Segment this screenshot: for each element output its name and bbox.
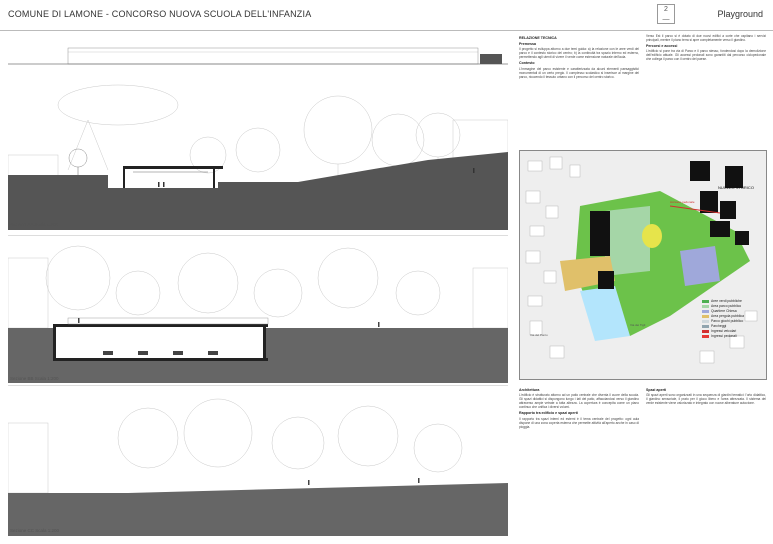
tab-playground[interactable]: Playground	[717, 9, 763, 19]
site-map	[519, 150, 767, 380]
legend-label: Parcheggi	[711, 324, 727, 328]
section-divider	[8, 385, 508, 386]
map-label-access: Accesso pedonale	[670, 200, 695, 204]
section-bb-label: Sezione BB Scala 1:200	[10, 376, 59, 381]
legend-label: Aree verdi pubbliche	[711, 299, 742, 303]
section-aa	[8, 80, 508, 230]
legend-label: Area parco pubblico	[711, 304, 742, 308]
percorsi-title: Percorsi e accessi	[646, 44, 678, 49]
page-title: COMUNE DI LAMONE - CONCORSO NUOVA SCUOLA DELL'INFANZIA	[8, 9, 312, 19]
premessa-text: Il progetto si sviluppa attorno a due temi guida: a) la relazione con le aree verdi del parco e il contesto storico del centro; b) la continuità tra spazio interno ed esterno, permettendo agli utenti di vivere il verde come estensione naturale dell'aula.	[519, 47, 639, 60]
legend-swatch	[702, 305, 709, 308]
section-bb-drawing	[8, 238, 508, 383]
map-label-historic: NUCLEO STORICO	[718, 185, 754, 190]
map-label-street-2: Via dei Tigli	[630, 323, 646, 327]
section-cc-label: Sezione CC Scala 1:200	[10, 528, 60, 533]
site-map-drawing	[520, 151, 767, 380]
logo: 2 —	[657, 4, 675, 24]
elevation-strip	[8, 44, 508, 68]
section-bb	[8, 238, 508, 383]
relazione-heading: RELAZIONE TECNICA	[519, 36, 557, 40]
legend-label: Quartiere Chiesa	[711, 309, 737, 313]
legend-label: Ingressi pedonali	[711, 334, 737, 338]
section-cc	[8, 388, 508, 536]
premessa-title: Premessa	[519, 42, 536, 47]
legend-swatch	[702, 320, 709, 323]
legend-swatch	[702, 315, 709, 318]
legend-swatch	[702, 325, 709, 328]
legend-label: Ingressi veicolari	[711, 329, 737, 333]
legend-swatch	[702, 310, 709, 313]
legend-label: Parco giochi pubblico	[711, 319, 744, 323]
map-legend	[702, 299, 764, 339]
relazione-column-left	[519, 34, 639, 146]
relazione-column-right	[646, 34, 766, 146]
architettura-title: Architettura	[519, 388, 540, 392]
spazi-title: Spazi aperti	[646, 388, 667, 392]
header-divider	[0, 30, 773, 31]
page-header	[0, 0, 773, 30]
rapporto-title: Rapporto tra edificio e spazi aperti	[519, 411, 578, 416]
bottom-column-left	[519, 386, 639, 536]
rapporto-text: Il rapporto tra spazi interni ed esterni è il tema centrale del progetto: ogni aula dispone di una zona coperta esterna che permette attività all'aperto anche in caso di pioggia.	[519, 416, 639, 429]
section-aa-label: Sezione AA Scala 1:200	[10, 222, 59, 227]
map-label-street-1: Via del Parco	[530, 333, 548, 337]
logo-text: 2	[664, 6, 668, 13]
spazi-text: Gli spazi aperti sono organizzati in una sequenza di giardini tematici: l'orto didattico, il giardino sensoriale, il prato per il gioco libero e l'area attrezzata. Il sistema del verde esistente viene valorizzato e integrato con nuove alberature autoctone.	[646, 393, 766, 406]
section-divider	[8, 235, 508, 236]
section-cc-drawing	[8, 388, 508, 536]
legend-item	[702, 334, 764, 339]
legend-swatch	[702, 300, 709, 303]
architettura-text: L'edificio è strutturato attorno ad un patio centrale che diventa il cuore della scuola. Gli spazi didattici si dispongono lungo i lati del patio, affacciandosi verso il giardino attraverso ampie vetrate a tutta altezza. La copertura è concepita come un piano continuo che unifica i diversi volumi.	[519, 393, 639, 410]
contesto-title: Contesto	[519, 61, 535, 66]
section-aa-drawing	[8, 80, 508, 230]
legend-label: Area pergola pubblica	[711, 314, 744, 318]
legend-swatch	[702, 330, 709, 333]
percorsi-text: L'edificio si pone tra via di Parco e il parco stesso, fondendosi dopo la demolizione dell'edificio attuale. Gli accessi pedonali sono garantiti dal percorso ciclopedonale che collega il parco con il centro del paese.	[646, 49, 766, 62]
right-top-text: Verso Est il parco si è dotato di due nuovi edifici a corte che ospitano i servizi principali, mentre il piano terra si apre completamente verso il giardino.	[646, 34, 766, 43]
legend-swatch	[702, 335, 709, 338]
bottom-column-right	[646, 386, 766, 536]
contesto-text: L'immagine del parco esistente e caratterizzata da alcuni elementi paesaggistici monumentali di un certo pregio. Il complesso scolastico si inserisce al margine del parco, ricucendo il tessuto urbano con il percorso del centro storico.	[519, 66, 639, 79]
